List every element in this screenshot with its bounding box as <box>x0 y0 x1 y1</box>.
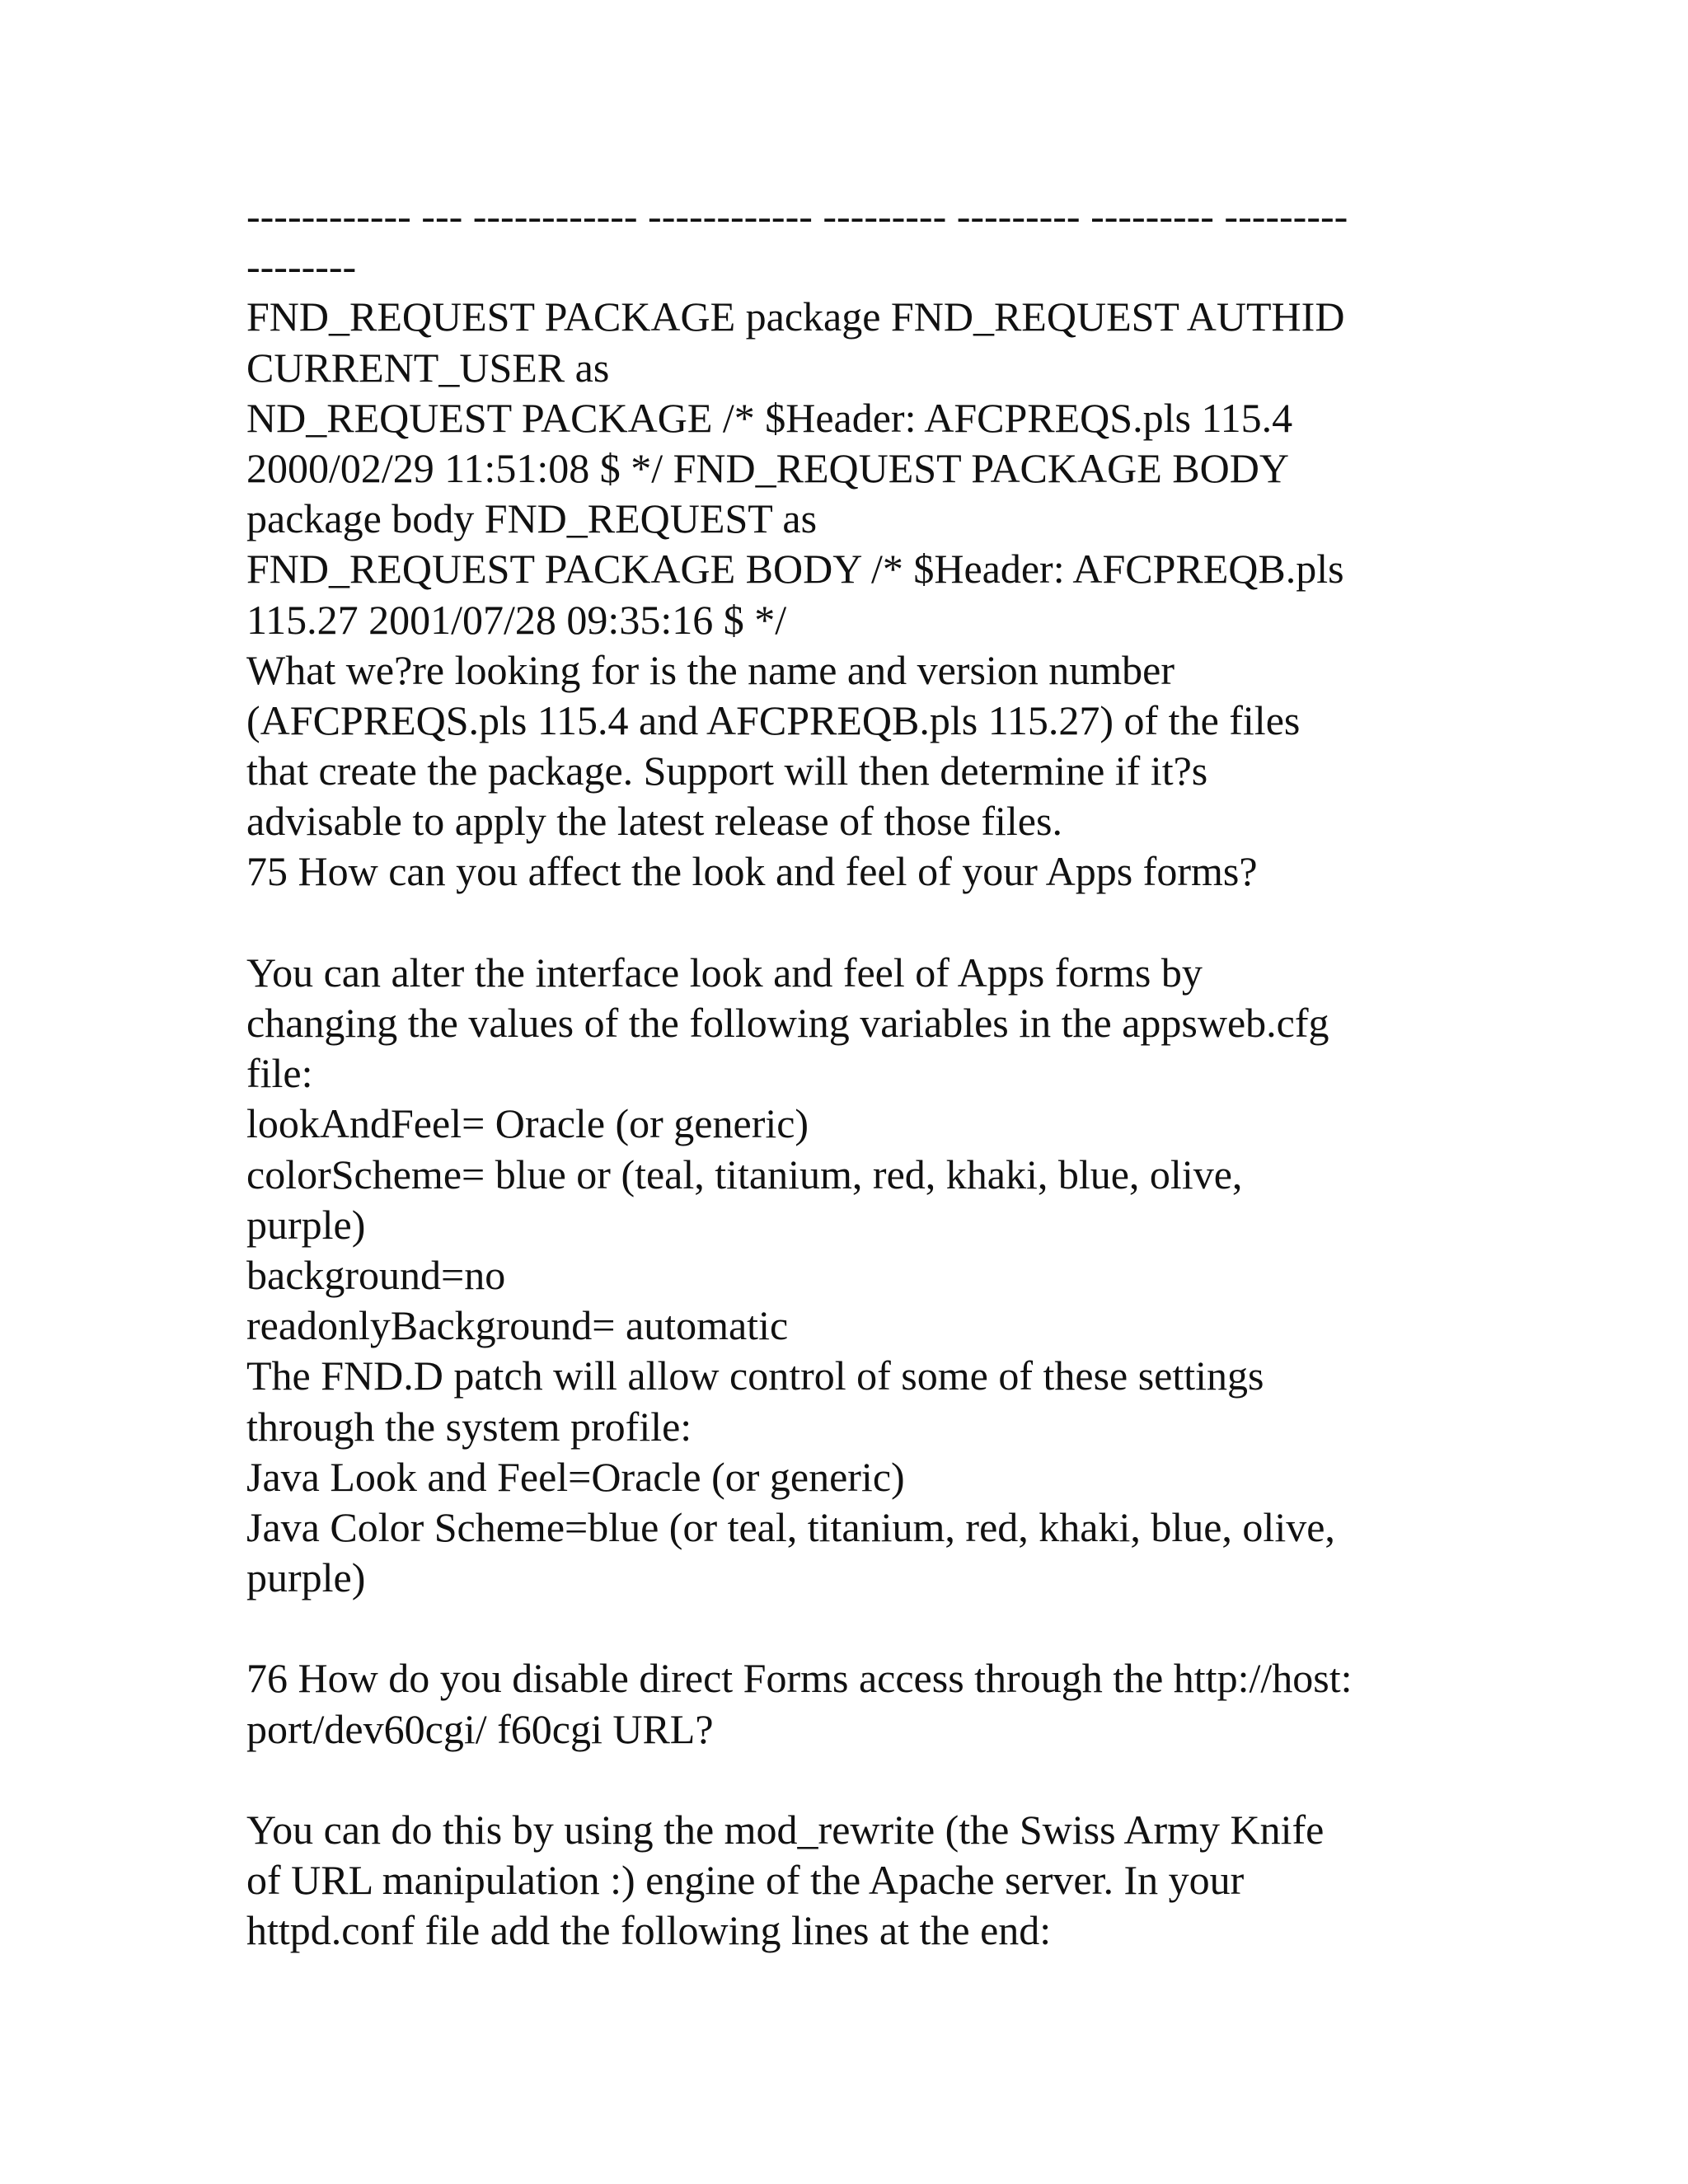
config-line: readonlyBackground= automatic <box>246 1302 789 1349</box>
text-line: changing the values of the following variables in the appsweb.cfg <box>246 1000 1329 1046</box>
config-line: background=no <box>246 1251 506 1298</box>
text-line: (AFCPREQS.pls 115.4 and AFCPREQB.pls 115.27) of the files <box>246 696 1301 743</box>
config-line: Java Look and Feel=Oracle (or generic) <box>246 1453 905 1500</box>
text-line: CURRENT_USER as <box>246 344 610 391</box>
config-line: purple) <box>246 1201 366 1248</box>
config-line: Java Color Scheme=blue (or teal, titanium, red, khaki, blue, olive, <box>246 1503 1335 1550</box>
question-76-continued: port/dev60cgi/ f60cgi URL? <box>246 1705 714 1752</box>
config-line: purple) <box>246 1554 366 1601</box>
blank-line <box>246 898 1450 948</box>
text-line: FND_REQUEST PACKAGE package FND_REQUEST AUTHID <box>246 293 1345 340</box>
config-line: lookAndFeel= Oracle (or generic) <box>246 1100 809 1147</box>
text-line: file: <box>246 1050 313 1097</box>
separator-dashes-continued: -------- <box>246 243 357 290</box>
text-line: The FND.D patch will allow control of some of these settings <box>246 1352 1264 1399</box>
text-line: httpd.conf file add the following lines at the end: <box>246 1907 1052 1954</box>
config-line: colorScheme= blue or (teal, titanium, red, khaki, blue, olive, <box>246 1151 1243 1197</box>
separator-dashes: ------------ --- ------------ ------------ --------- --------- --------- --------- <box>246 193 1348 239</box>
text-line: You can alter the interface look and feel of Apps forms by <box>246 949 1203 996</box>
text-line: of URL manipulation :) engine of the Apache server. In your <box>246 1857 1245 1904</box>
text-line: 115.27 2001/07/28 09:35:16 $ */ <box>246 596 787 643</box>
text-line: FND_REQUEST PACKAGE BODY /* $Header: AFCPREQB.pls <box>246 546 1344 593</box>
blank-line <box>246 1755 1450 1805</box>
text-line: that create the package. Support will then determine if it?s <box>246 748 1208 794</box>
document-body <box>246 191 1450 1957</box>
text-line: ND_REQUEST PACKAGE /* $Header: AFCPREQS.pls 115.4 <box>246 394 1293 441</box>
question-76: 76 How do you disable direct Forms access through the http://host: <box>246 1655 1353 1702</box>
question-75: 75 How can you affect the look and feel of your Apps forms? <box>246 848 1258 895</box>
text-line: What we?re looking for is the name and version number <box>246 646 1175 693</box>
blank-line <box>246 1603 1450 1653</box>
text-line: You can do this by using the mod_rewrite (the Swiss Army Knife <box>246 1807 1325 1853</box>
text-line: through the system profile: <box>246 1403 692 1450</box>
text-line: advisable to apply the latest release of those files. <box>246 798 1062 845</box>
text-line: package body FND_REQUEST as <box>246 495 818 542</box>
text-line: 2000/02/29 11:51:08 $ */ FND_REQUEST PACKAGE BODY <box>246 444 1289 491</box>
